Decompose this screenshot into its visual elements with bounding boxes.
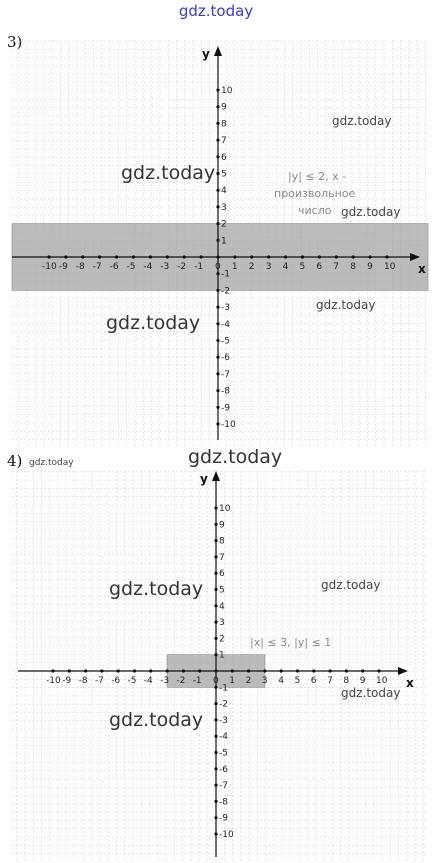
y-tick-label: 9	[221, 102, 227, 113]
x-tick-label: 7	[327, 676, 333, 686]
y-tick-mark	[214, 604, 217, 607]
problem-3-note-line-1: |y| ≤ 2, x -	[288, 170, 347, 183]
y-tick-label: -8	[219, 797, 228, 808]
y-tick-mark	[216, 122, 219, 125]
x-tick-mark	[369, 255, 372, 258]
watermark: gdz.today	[188, 446, 283, 468]
x-tick-label: 2	[245, 676, 252, 686]
x-tick-label: 10	[376, 676, 388, 686]
site-header[interactable]: gdz.today	[178, 2, 254, 20]
problem-4-label: gdz.today	[29, 458, 74, 468]
y-tick-label: 2	[219, 634, 225, 645]
x-tick-mark	[267, 255, 270, 258]
x-tick-mark	[132, 255, 135, 258]
y-tick-label: 3	[219, 618, 225, 629]
x-tick-label: 9	[367, 262, 373, 272]
x-tick-mark	[377, 669, 380, 672]
y-tick-label: 9	[219, 520, 225, 531]
x-tick-mark	[198, 669, 201, 672]
y-tick-label: 6	[221, 152, 227, 163]
y-tick-label: -7	[221, 369, 230, 380]
x-tick-mark	[318, 255, 321, 258]
x-tick-mark	[51, 669, 54, 672]
x-tick-mark	[68, 669, 71, 672]
x-tick-mark	[84, 669, 87, 672]
x-tick-mark	[385, 255, 388, 258]
x-tick-mark	[301, 255, 304, 258]
y-tick-mark	[214, 735, 217, 738]
y-tick-mark	[214, 816, 217, 819]
x-tick-label: -4	[143, 676, 153, 686]
y-tick-mark	[216, 406, 219, 409]
watermark: gdz.today	[121, 162, 216, 184]
y-tick-mark	[216, 205, 219, 208]
x-tick-mark	[296, 669, 299, 672]
y-tick-label: 1	[221, 236, 227, 247]
x-tick-mark	[312, 669, 315, 672]
watermark: gdz.today	[341, 686, 401, 700]
y-tick-mark	[216, 222, 219, 225]
y-tick-label: -1	[221, 269, 230, 280]
y-tick-label: -6	[221, 353, 230, 364]
x-tick-mark	[183, 255, 186, 258]
x-tick-label: 8	[343, 676, 350, 686]
y-tick-label: 4	[221, 186, 227, 197]
y-tick-mark	[214, 832, 217, 835]
y-tick-mark	[214, 751, 217, 754]
y-tick-label: -3	[221, 303, 230, 314]
y-tick-mark	[214, 702, 217, 705]
y-tick-mark	[216, 239, 219, 242]
y-tick-label: -1	[219, 683, 228, 694]
watermark: gdz.today	[341, 205, 401, 219]
y-tick-label: 2	[221, 219, 227, 230]
y-tick-mark	[216, 372, 219, 375]
y-tick-mark	[214, 767, 217, 770]
y-tick-mark	[216, 339, 219, 342]
x-tick-label: -9	[58, 262, 68, 272]
y-tick-mark	[214, 572, 217, 575]
x-tick-label: 4	[278, 676, 284, 686]
x-tick-label: 7	[333, 262, 340, 272]
y-tick-label: 5	[219, 585, 225, 596]
x-tick-mark	[352, 255, 355, 258]
watermark: gdz.today	[316, 298, 376, 312]
x-tick-mark	[284, 255, 287, 258]
x-tick-label: -9	[62, 676, 72, 686]
y-tick-label: -5	[221, 336, 230, 347]
x-tick-label: -2	[177, 262, 187, 272]
y-tick-label: 7	[221, 136, 227, 147]
y-tick-label: 7	[219, 552, 225, 563]
plot-problem-4	[0, 463, 432, 863]
y-tick-mark	[214, 539, 217, 542]
y-tick-mark	[214, 555, 217, 558]
y-tick-label: -3	[219, 715, 228, 726]
y-tick-mark	[216, 155, 219, 158]
y-tick-mark	[214, 506, 217, 509]
x-tick-label: 9	[359, 676, 366, 686]
y-tick-label: -7	[219, 781, 228, 792]
x-tick-label: 6	[316, 262, 323, 272]
x-tick-label: 3	[265, 262, 272, 272]
x-tick-label: -8	[78, 676, 88, 686]
x-tick-label: -6	[111, 676, 121, 686]
x-tick-mark	[98, 255, 101, 258]
x-tick-label: 5	[299, 262, 306, 272]
x-tick-label: -7	[94, 676, 104, 686]
problem-3-number: 3)	[7, 33, 23, 51]
x-tick-label: -7	[92, 262, 102, 272]
x-tick-label: -5	[127, 676, 137, 686]
x-tick-mark	[149, 669, 152, 672]
x-tick-mark	[47, 255, 50, 258]
x-tick-mark	[149, 255, 152, 258]
x-tick-mark	[231, 669, 234, 672]
watermark: gdz.today	[109, 578, 204, 600]
x-tick-mark	[81, 255, 84, 258]
x-tick-mark	[64, 255, 67, 258]
y-tick-mark	[214, 621, 217, 624]
x-tick-label: 8	[350, 262, 356, 272]
y-tick-mark	[216, 356, 219, 359]
x-tick-mark	[166, 255, 169, 258]
y-tick-mark	[216, 172, 219, 175]
x-tick-label: -2	[176, 676, 186, 686]
watermark: gdz.today	[321, 578, 381, 592]
x-tick-mark	[115, 255, 118, 258]
x-tick-label: 2	[248, 262, 255, 272]
x-tick-mark	[182, 669, 185, 672]
y-tick-label: -2	[219, 699, 228, 710]
y-tick-mark	[214, 637, 217, 640]
problem-4-note: |x| ≤ 3, |y| ≤ 1	[250, 636, 332, 649]
x-tick-mark	[345, 669, 348, 672]
x-tick-label: -3	[160, 262, 170, 272]
y-tick-mark	[216, 322, 219, 325]
x-tick-mark	[200, 255, 203, 258]
y-axis-label: y	[200, 472, 208, 486]
y-tick-mark	[216, 105, 219, 108]
y-tick-mark	[214, 800, 217, 803]
y-tick-label: -4	[219, 732, 228, 743]
x-tick-mark	[250, 255, 253, 258]
y-tick-label: 3	[221, 202, 227, 213]
x-tick-label: 4	[282, 262, 289, 272]
x-tick-label: 5	[294, 676, 301, 686]
y-tick-label: -2	[221, 286, 230, 297]
y-tick-mark	[214, 686, 217, 689]
x-tick-mark	[133, 669, 136, 672]
y-tick-label: -8	[221, 386, 230, 397]
x-tick-mark	[233, 255, 236, 258]
x-tick-label: 0	[213, 676, 219, 686]
x-tick-label: -1	[192, 676, 202, 686]
y-tick-label: -10	[219, 830, 234, 840]
y-tick-label: 10	[221, 86, 233, 96]
y-tick-label: 6	[219, 569, 225, 580]
y-tick-label: 1	[219, 650, 225, 661]
watermark: gdz.today	[106, 312, 201, 334]
x-tick-mark	[214, 669, 217, 672]
y-tick-label: 5	[221, 169, 227, 180]
problem-4-number: 4)	[7, 452, 23, 470]
x-tick-label: -1	[194, 262, 204, 272]
y-tick-label: 8	[221, 119, 227, 130]
x-tick-mark	[361, 669, 364, 672]
x-tick-label: -3	[160, 676, 170, 686]
y-tick-mark	[216, 306, 219, 309]
y-tick-mark	[216, 422, 219, 425]
x-tick-label: -5	[126, 262, 136, 272]
watermark: gdz.today	[109, 709, 204, 731]
x-axis-arrow	[398, 667, 408, 675]
x-tick-label: -10	[42, 262, 57, 272]
y-tick-mark	[216, 272, 219, 275]
x-tick-label: 10	[384, 262, 396, 272]
y-tick-label: -9	[219, 813, 228, 824]
y-tick-mark	[214, 523, 217, 526]
y-tick-mark	[216, 389, 219, 392]
y-tick-mark	[216, 289, 219, 292]
y-tick-mark	[216, 189, 219, 192]
y-tick-label: -4	[221, 319, 230, 330]
y-tick-label: -9	[221, 403, 230, 414]
y-axis-label: y	[202, 47, 210, 61]
x-tick-mark	[329, 669, 332, 672]
x-tick-mark	[166, 669, 169, 672]
problem-3-note-line-3: число	[298, 204, 332, 217]
y-axis-arrow	[214, 46, 222, 56]
x-tick-label: 1	[229, 676, 236, 686]
x-tick-mark	[216, 255, 219, 258]
y-tick-label: 10	[219, 504, 231, 514]
y-tick-label: -5	[219, 748, 228, 759]
x-tick-label: -10	[46, 676, 61, 686]
x-tick-label: -4	[143, 262, 153, 272]
y-tick-mark	[214, 784, 217, 787]
x-tick-label: 0	[215, 262, 221, 272]
x-tick-label: 3	[261, 676, 268, 686]
y-tick-mark	[214, 653, 217, 656]
y-tick-label: -10	[221, 420, 236, 430]
x-tick-label: -8	[75, 262, 85, 272]
watermark: gdz.today	[332, 114, 392, 128]
y-tick-mark	[216, 139, 219, 142]
x-tick-mark	[335, 255, 338, 258]
y-tick-label: 4	[219, 601, 225, 612]
x-axis-label: x	[406, 676, 414, 690]
x-axis-label: x	[418, 262, 426, 276]
x-tick-mark	[280, 669, 283, 672]
x-tick-label: -6	[109, 262, 119, 272]
y-tick-label: -6	[219, 764, 228, 775]
y-axis-arrow	[212, 471, 220, 481]
x-tick-mark	[117, 669, 120, 672]
y-tick-mark	[216, 88, 219, 91]
x-tick-mark	[100, 669, 103, 672]
problem-3-note-line-2: произвольное	[274, 187, 356, 200]
y-tick-label: 8	[219, 536, 225, 547]
y-tick-mark	[214, 588, 217, 591]
x-tick-label: 1	[231, 262, 238, 272]
y-tick-mark	[214, 718, 217, 721]
x-tick-mark	[247, 669, 250, 672]
x-tick-mark	[263, 669, 266, 672]
x-tick-label: 6	[310, 676, 317, 686]
